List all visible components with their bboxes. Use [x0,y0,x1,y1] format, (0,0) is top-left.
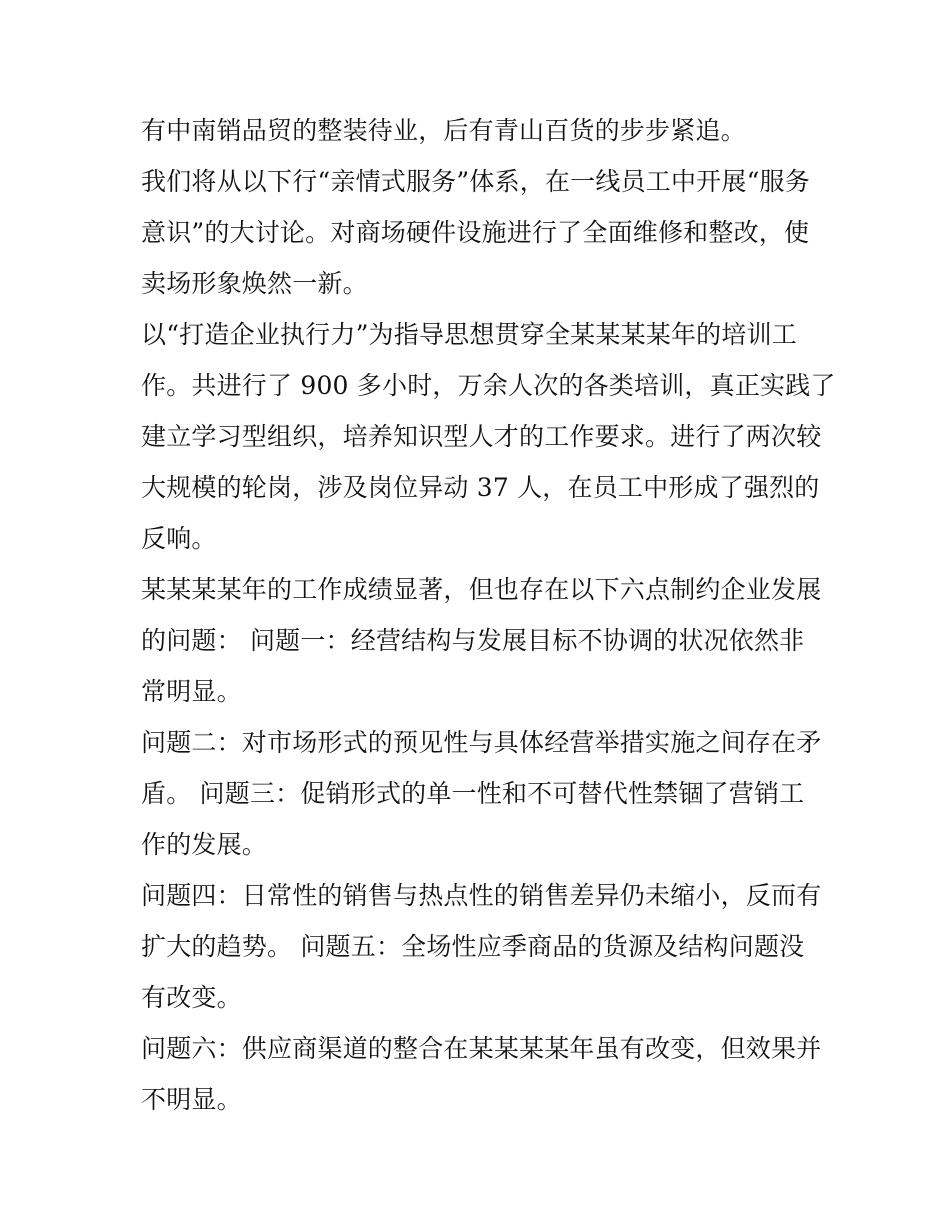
text-line-13: 问题二：对市场形式的预见性与具体经营举措实施之间存在矛 [141,728,822,757]
text-line-15: 作的发展。 [141,830,268,859]
text-line-5: 以“打造企业执行力”为指导思想贯穿全某某某某年的培训工 [141,320,797,349]
text-line-10: 某某某某年的工作成绩显著，但也存在以下六点制约企业发展 [141,575,822,604]
text-line-7: 建立学习型组织，培养知识型人才的工作要求。进行了两次较 [141,422,822,451]
text-line-3: 意识”的大讨论。对商场硬件设施进行了全面维修和整改，使 [141,218,810,247]
text-line-20: 不明显。 [141,1085,242,1114]
text-line-18: 有改变。 [141,983,242,1012]
text-line-12: 常明显。 [141,677,242,706]
document-body [141,105,836,1125]
text-line-16: 问题四：日常性的销售与热点性的销售差异仍未缩小，反而有 [141,881,822,910]
text-line-8: 大规模的轮岗，涉及岗位异动 37 人，在员工中形成了强烈的 [141,473,820,502]
text-line-9: 反响。 [141,524,217,553]
text-line-4: 卖场形象焕然一新。 [141,269,368,298]
text-line-1: 有中南销品贸的整装待业，后有青山百货的步步紧追。 [141,116,746,145]
text-line-14: 盾。 问题三：促销形式的单一性和不可替代性禁锢了营销工 [141,779,805,808]
text-line-6: 作。共进行了 900 多小时，万余人次的各类培训，真正实践了 [141,371,836,400]
text-line-17: 扩大的趋势。 问题五：全场性应季商品的货源及结构问题没 [141,932,805,961]
text-line-2: 我们将从以下行“亲情式服务”体系，在一线员工中开展“服务 [141,167,810,196]
text-line-11: 的问题： 问题一：经营结构与发展目标不协调的状况依然非 [141,626,805,655]
text-line-19: 问题六：供应商渠道的整合在某某某某年虽有改变，但效果并 [141,1034,822,1063]
